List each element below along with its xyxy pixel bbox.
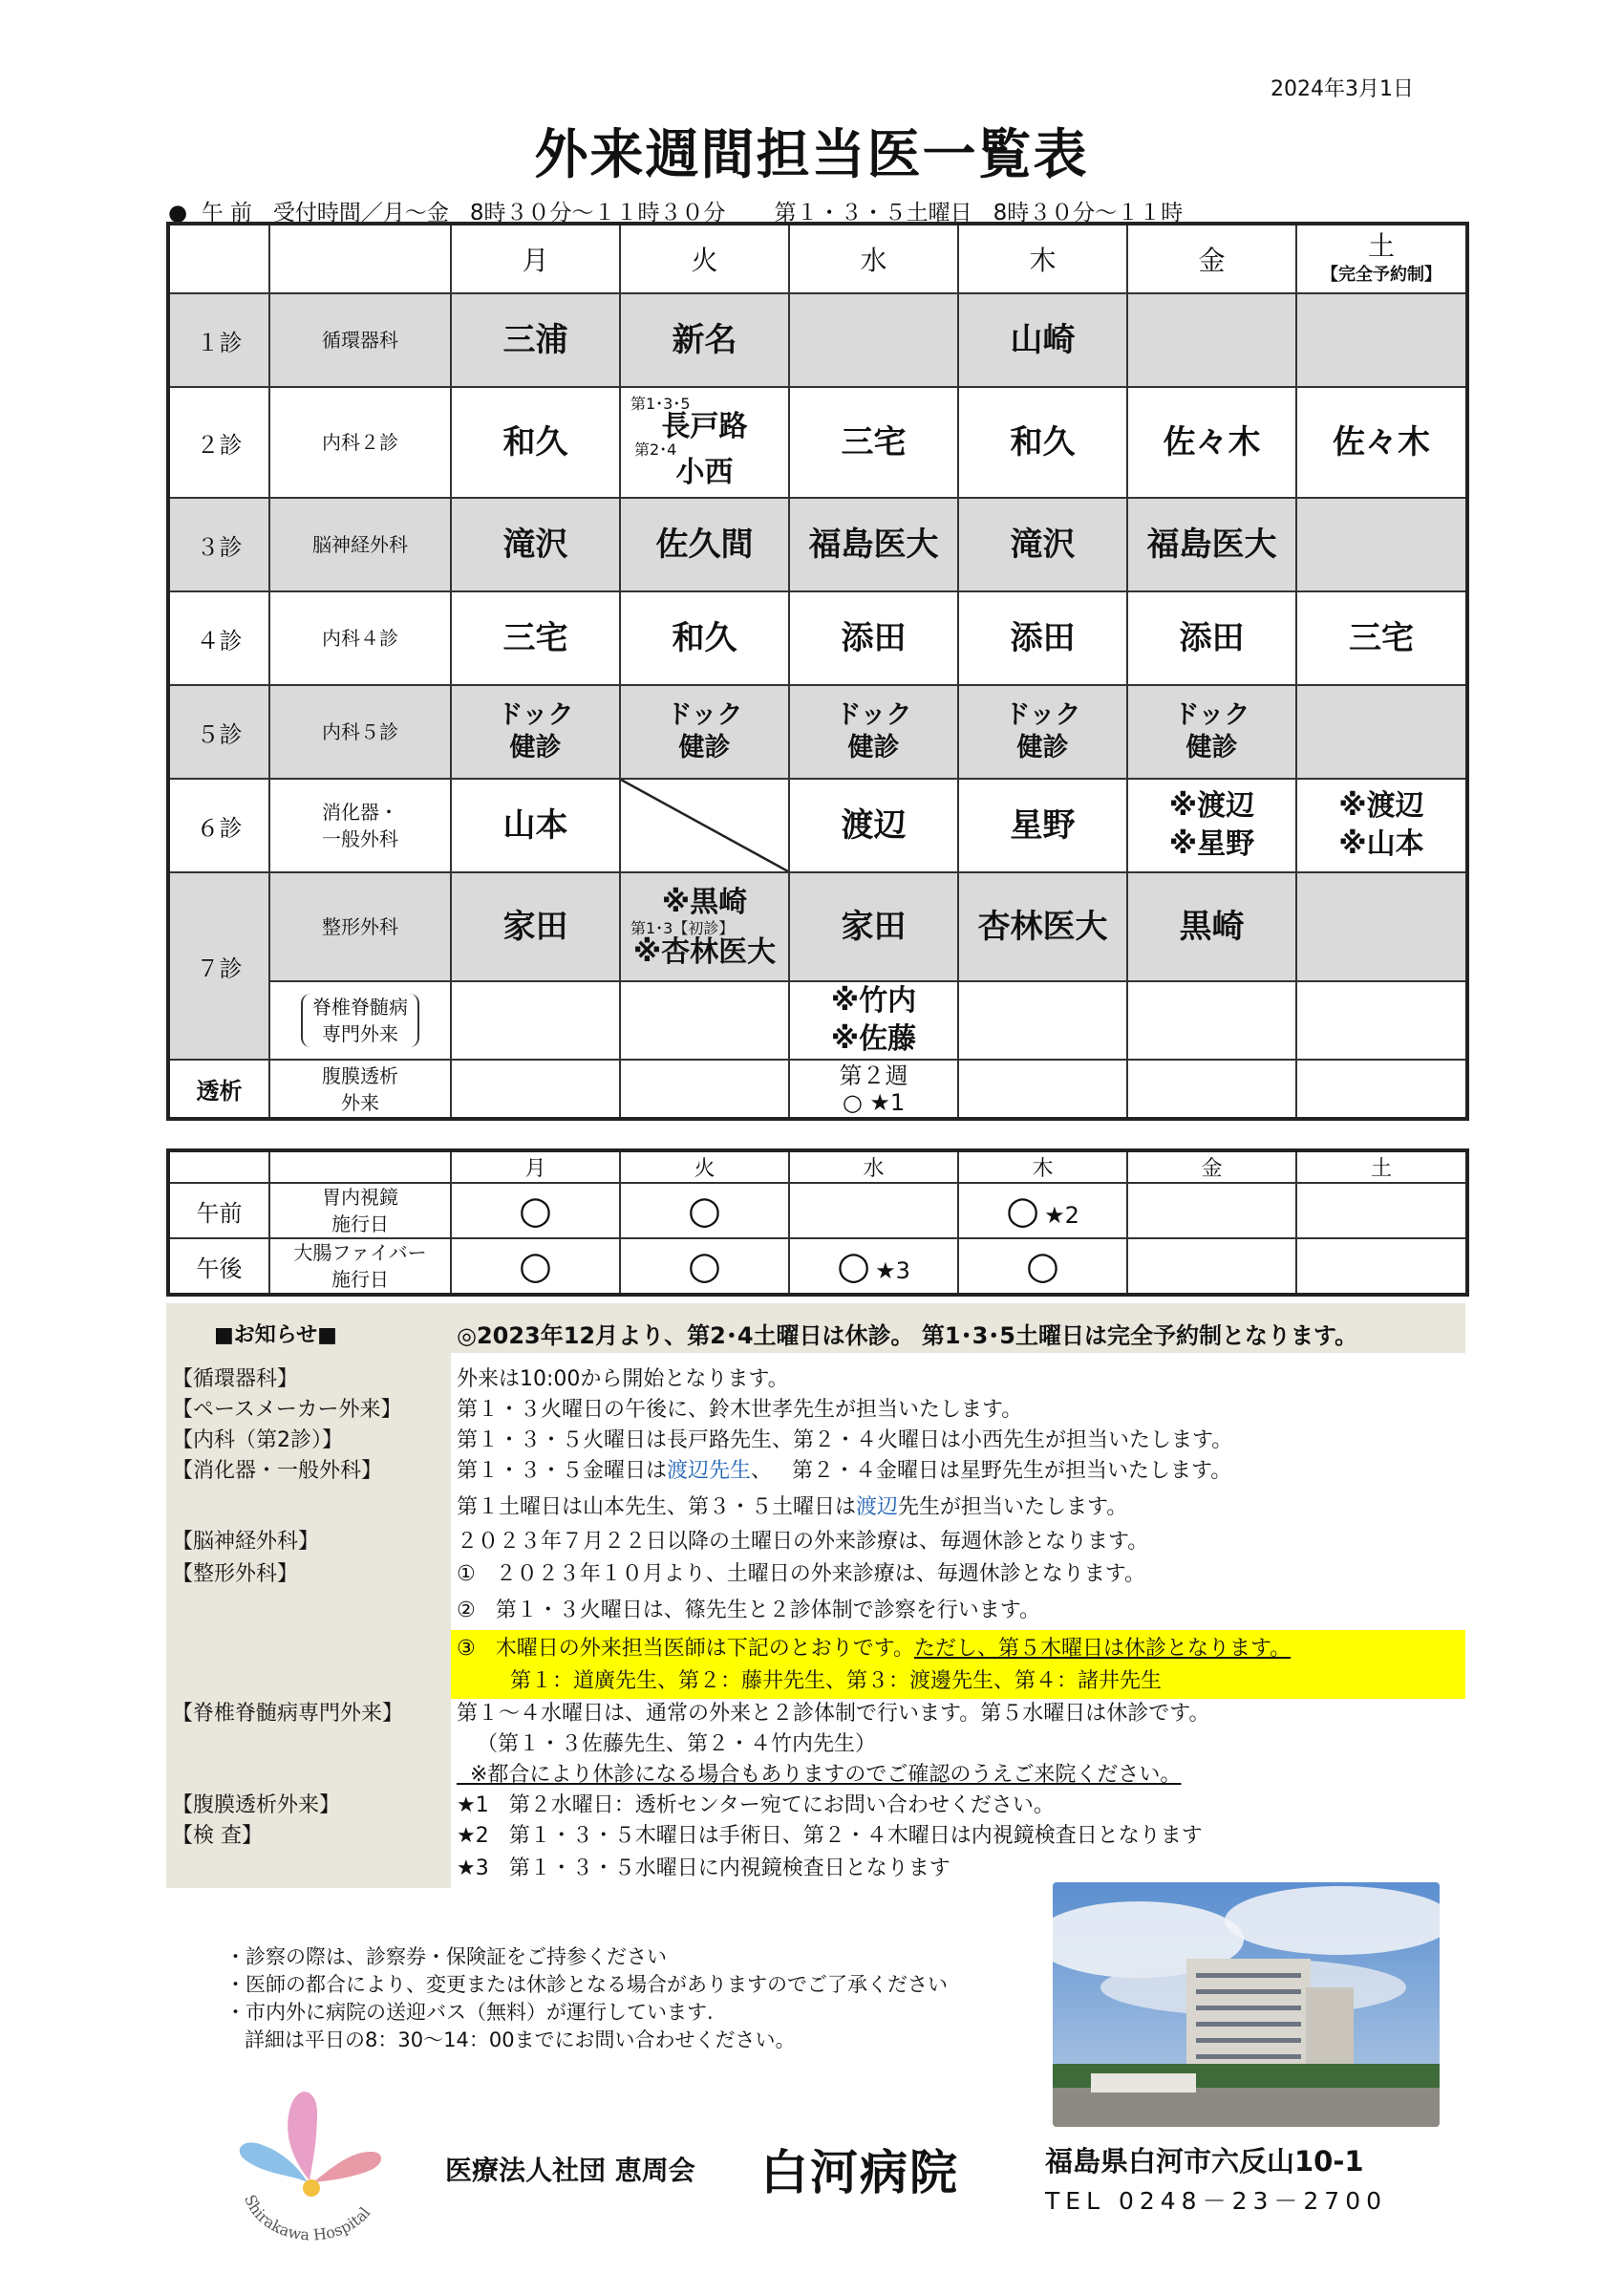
closed-slash [1296,685,1467,779]
department: 内科４診 [269,591,451,685]
closed-slash [1296,872,1467,981]
doctor-cell: 添田 [1127,591,1296,685]
doctor-cell: 和久 [451,387,620,498]
doctor-cell: 佐久間 [620,498,789,591]
closed-slash [1127,293,1296,387]
row-label: 午後 [168,1238,269,1295]
doctor-cell: 新名 [620,293,789,387]
closed-slash [789,293,958,387]
day-tue: 火 [620,1150,789,1183]
notice-line: ２０２３年７月２２日以降の土曜日の外来診療は、毎週休診となります。 [457,1530,1149,1554]
table-row [168,293,1467,387]
doctor-cell: 福島医大 [1127,498,1296,591]
day-thu: 木 [958,1150,1127,1183]
day-mon: 月 [451,224,620,293]
doctor-cell: 三宅 [1296,591,1467,685]
doctor-cell: 三浦 [451,293,620,387]
notice-line: （第１・３佐藤先生、第２・４竹内先生） [457,1732,876,1756]
doctor-cell: 福島医大 [789,498,958,591]
hospital-photo [1053,1882,1440,2127]
page-title: 外来週間担当医一覧表 [534,124,1089,186]
row-label: １診 [168,293,269,387]
department: 整形外科 [269,872,451,981]
exam-type: 胃内視鏡 施行日 [269,1183,451,1238]
morning-reception-info: ● 午 前 受付時間／月～金 8時３０分～１１時３０分 第１・３・５土曜日 8時３０分～１１時 [168,201,1184,225]
exam-mark: ○ [620,1183,789,1238]
day-wed: 水 [789,1150,958,1183]
doctor-cell: ※竹内 ※佐藤 [789,981,958,1060]
notice-line: 第１：道廣先生、第２：藤井先生、第３：渡邊先生、第４：諸井先生 [457,1669,1162,1693]
exam-mark: ○ [620,1238,789,1295]
issue-date: 2024年3月1日 [1271,77,1414,101]
day-thu: 木 [958,224,1127,293]
doctor-cell: 滝沢 [958,498,1127,591]
row-label: ６診 [168,779,269,872]
hospital-phone: TEL 0248－23－2700 [1045,2187,1387,2215]
doctor-cell: 渡辺 [789,779,958,872]
hospital-logo [225,2064,397,2255]
department: 脳神経外科 [269,498,451,591]
exam-mark: ○ [451,1238,620,1295]
table-row [168,498,1467,591]
doctor-cell: 添田 [958,591,1127,685]
dialysis-cell: 第２週 ○ ★1 [789,1060,958,1119]
doctor-cell: 星野 [958,779,1127,872]
doctor-cell: 滝沢 [451,498,620,591]
notice-line: ★1 第２水曜日：透析センター宛てにお問い合わせください。 [457,1793,1055,1817]
building-photo-icon [1053,1882,1440,2127]
exam-header-row [168,1150,1467,1183]
doctor-cell: 添田 [789,591,958,685]
closed-slash [1296,498,1467,591]
day-sat: 土 [1296,1150,1467,1183]
svg-text:Shirakawa Hospital: Shirakawa Hospital [241,2192,374,2244]
notice-line: 第１土曜日は山本先生、第３・５土曜日は渡辺先生が担当いたします。 [457,1495,1128,1519]
doctor-cell: 佐々木 [1127,387,1296,498]
notice-category: 【消化器・一般外科】 [172,1459,383,1483]
table-row [168,1238,1467,1295]
doctor-cell: 山本 [451,779,620,872]
doctor-cell: ※渡辺 ※星野 [1127,779,1296,872]
dock-checkup-cell: ドック 健診 [1127,685,1296,779]
doctor-cell: 和久 [958,387,1127,498]
department: 脊椎脊髄病 専門外来 [269,981,451,1060]
row-label: ２診 [168,387,269,498]
dock-checkup-cell: ドック 健診 [958,685,1127,779]
doctor-cell: 杏林医大 [958,872,1127,981]
notice-line: ★3 第１・３・５水曜日に内視鏡検査日となります [457,1856,950,1880]
department: 循環器科 [269,293,451,387]
table-row [168,779,1467,872]
notice-heading: ■お知らせ■ [214,1323,337,1347]
doctor-cell: 三宅 [789,387,958,498]
table-row [168,1183,1467,1238]
doctor-cell: 第1･3･5 長戸路 第2･4 小西 [620,387,789,498]
row-label: 午前 [168,1183,269,1238]
exam-type: 大腸ファイバー 施行日 [269,1238,451,1295]
notice-line: ② 第１・３火曜日は、篠先生と２診体制で診察を行います。 [457,1599,1040,1622]
notice-line: ③ 木曜日の外来担当医師は下記のとおりです。ただし、第５木曜日は休診となります。 [457,1637,1292,1661]
exam-mark: ○ [451,1183,620,1238]
notice-line: 第１～４水曜日は、通常の外来と２診体制で行います。第５水曜日は休診です。 [457,1702,1210,1726]
notice-line: 第１・３・５火曜日は長戸路先生、第２・４火曜日は小西先生が担当いたします。 [457,1428,1233,1452]
row-label: 透析 [168,1060,269,1119]
department: 腹膜透析 外来 [269,1060,451,1119]
doctor-cell: 黒崎 [1127,872,1296,981]
sat-reservation-note: 【完全予約制】 [1321,265,1441,285]
row-label: ３診 [168,498,269,591]
day-tue: 火 [620,224,789,293]
table-row [168,981,1467,1060]
department: 内科２診 [269,387,451,498]
weekly-schedule-table [166,222,1469,1121]
closed-slash [1296,293,1467,387]
day-sat: 土 【完全予約制】 [1296,224,1467,293]
dock-checkup-cell: ドック 健診 [620,685,789,779]
notice-category: 【ペースメーカー外来】 [172,1398,402,1422]
notice-category: 【脳神経外科】 [172,1530,320,1554]
doctor-cell: 山崎 [958,293,1127,387]
doctor-cell: 三宅 [451,591,620,685]
notice-category: 【循環器科】 [172,1367,299,1391]
exam-mark: ○ ★2 [958,1183,1127,1238]
notice-line: 第１・３火曜日の午後に、鈴木世孝先生が担当いたします。 [457,1398,1023,1422]
doctor-cell: 家田 [451,872,620,981]
table-row [168,591,1467,685]
day-fri: 金 [1127,224,1296,293]
notice-category: 【検 査】 [172,1824,263,1848]
organization-name: 医療法人社団 恵周会 [445,2155,695,2186]
row-label: ５診 [168,685,269,779]
notice-category: 【内科（第2診）】 [172,1428,343,1452]
department: 内科５診 [269,685,451,779]
doctor-cell: 和久 [620,591,789,685]
doctor-cell: 佐々木 [1296,387,1467,498]
table-row [168,387,1467,498]
doctor-cell: ※黒崎 第1･3【初診】 ※杏林医大 [620,872,789,981]
notice-headline: ◎2023年12月より、第2･4土曜日は休診。 第1･3･5土曜日は完全予約制となります。 [457,1322,1358,1349]
exam-mark: ○ [958,1238,1127,1295]
notice-category: 【腹膜透析外来】 [172,1793,341,1817]
notice-category: 【整形外科】 [172,1562,299,1586]
closed-slash [620,779,789,872]
notice-category: 【脊椎脊髄病専門外来】 [172,1702,404,1726]
endoscopy-table [166,1148,1469,1297]
table-row [168,685,1467,779]
dock-checkup-cell: ドック 健診 [451,685,620,779]
table-row [168,1060,1467,1119]
flower-logo-icon [225,2064,397,2255]
day-header-row [168,224,1467,293]
notice-line: 外来は10:00から開始となります。 [457,1367,789,1391]
day-fri: 金 [1127,1150,1296,1183]
notice-line: ★2 第１・３・５木曜日は手術日、第２・４木曜日は内視鏡検査日となります [457,1824,1203,1848]
row-label: ７診 [168,872,269,1060]
notice-line: ① ２０２３年１０月より、土曜日の外来診療は、毎週休診となります。 [457,1562,1145,1586]
day-wed: 水 [789,224,958,293]
doctor-cell: ※渡辺 ※山本 [1296,779,1467,872]
day-mon: 月 [451,1150,620,1183]
exam-mark: ○ ★3 [789,1238,958,1295]
department: 消化器・ 一般外科 [269,779,451,872]
doctor-cell: 家田 [789,872,958,981]
hospital-address: 福島県白河市六反山10-1 [1045,2145,1364,2178]
notice-line: ※都合により休診になる場合もありますのでご確認のうえご来院ください。 [457,1763,1182,1787]
dock-checkup-cell: ドック 健診 [789,685,958,779]
hospital-name: 白河病院 [760,2145,959,2200]
patient-notes: ・診察の際は、診察券・保険証をご持参ください ・医師の都合により、変更または休診となる場合がありますのでご了承ください ・市内外に病院の送迎バス（無料）が運行しています. 詳細は平日の8：30～14：00までにお問い合わせください。 [225,1945,948,2051]
row-label: ４診 [168,591,269,685]
table-row [168,872,1467,981]
notice-line: 第１・３・５金曜日は渡辺先生、 第２・４金曜日は星野先生が担当いたします。 [457,1459,1232,1483]
